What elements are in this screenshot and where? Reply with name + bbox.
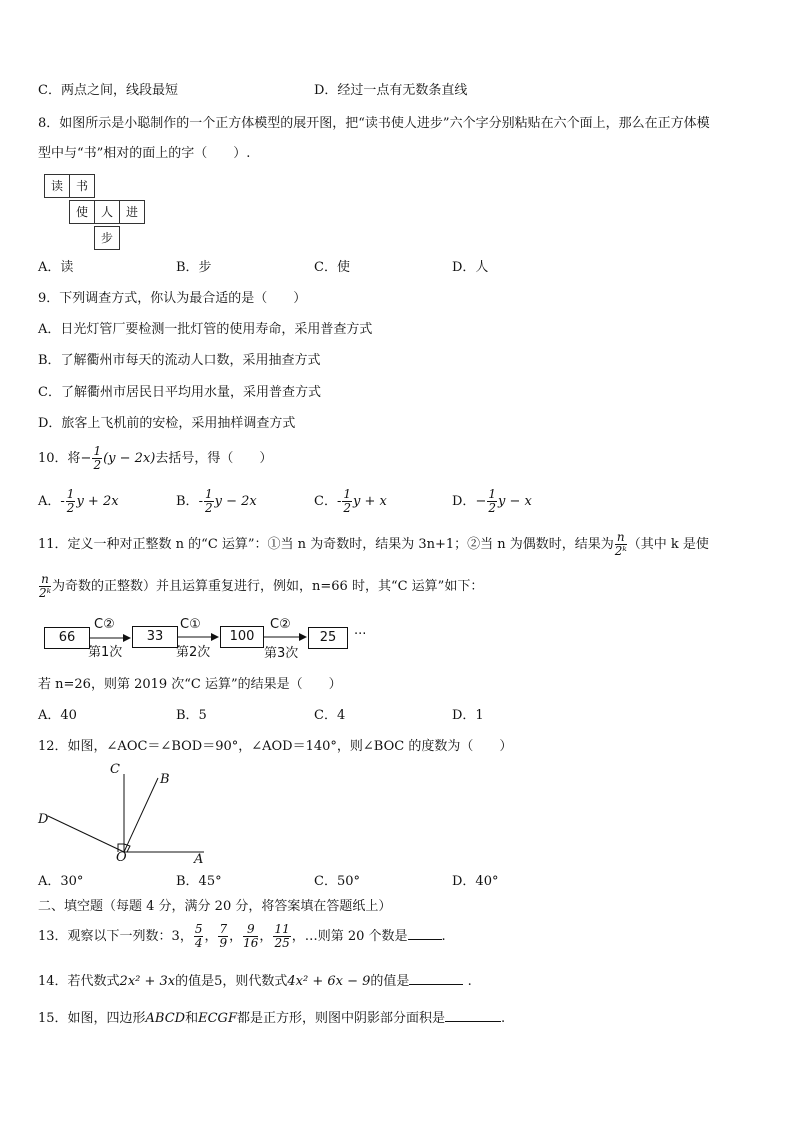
q12-option-a: A．30° [38, 874, 84, 889]
q9-option-c: C．了解衢州市居民日平均用水量，采用普查方式 [38, 385, 321, 400]
q8-stem-line2: 型中与“书”相对的面上的字（ ）. [38, 146, 251, 161]
q9-option-b: B．了解衢州市每天的流动人口数，采用抽查方式 [38, 353, 321, 368]
q12-option-b: B．45° [176, 874, 222, 889]
q9-stem: 9．下列调查方式，你认为最合适的是（ ） [38, 291, 307, 306]
label-b: B [160, 772, 170, 787]
net-face-6: 步 [94, 226, 120, 250]
q12-option-c: C．50° [314, 874, 360, 889]
cube-net-figure [44, 174, 148, 250]
q11-option-d: D．1 [452, 708, 484, 723]
q10-option-b: B．- $\frac{1}{2}$ y − 2x [176, 487, 257, 515]
q7-option-d: D．经过一点有无数条直线 [314, 83, 468, 98]
flow-box-2: 33 [132, 626, 178, 648]
q10-option-c: C．- $\frac{1}{2}$ y + x [314, 487, 387, 515]
q10-stem: 10．将− $\frac{1}{2}$ (y − 2x)去括号，得（ ） [38, 444, 273, 472]
q11-stem-line2: $\frac{n}{\text{2ᵏ}}$ 为奇数的正整数）并且运算重复进行，例如，n=66 时，其“C 运算”如下： [39, 572, 484, 600]
q8-option-d: D．人 [452, 260, 489, 275]
flow-step-3: 第3次 [264, 646, 299, 661]
flow-box-1: 66 [44, 627, 90, 649]
label-c: C [110, 762, 120, 777]
section-heading: 二、填空题（每题 4 分，满分 20 分，将答案填在答题纸上） [38, 899, 392, 914]
label-a: A [194, 852, 204, 867]
q8-option-a: A．读 [38, 260, 74, 275]
q11-option-c: C．4 [314, 708, 346, 723]
net-face-2: 书 [69, 174, 95, 198]
net-face-3: 使 [69, 200, 95, 224]
net-face-4: 人 [94, 200, 120, 224]
flow-op-1: C② [94, 617, 115, 632]
q9-option-a: A．日光灯管厂要检测一批灯管的使用寿命，采用普查方式 [38, 322, 373, 337]
flow-step-2: 第2次 [176, 645, 211, 660]
q11-question: 若 n=26，则第 2019 次“C 运算”的结果是（ ） [38, 677, 342, 692]
q7-option-c: C．两点之间，线段最短 [38, 83, 178, 98]
q15-stem: 15．如图，四边形ABCD和ECGF都是正方形，则图中阴影部分面积是 . [38, 1011, 506, 1026]
q11-option-b: B．5 [176, 708, 207, 723]
q8-option-b: B．步 [176, 260, 212, 275]
label-o: O [116, 850, 127, 865]
q10-option-d: D．− $\frac{1}{2}$ y − x [452, 487, 532, 515]
q13-stem: 13．观察以下一列数：3， $\frac{5}{4}$ ， $\frac{7}{9}$ ， $\frac{9}{16}$ ， $\frac{11}{25}$ ，…则第 20 个数是 . [38, 922, 446, 950]
net-face-5: 进 [119, 200, 145, 224]
flow-op-2: C① [180, 617, 201, 632]
q8-stem-line1: 8．如图所示是小聪制作的一个正方体模型的展开图，把“读书使人进步”六个字分别粘贴在六个面上，那么在正方体模 [38, 116, 710, 131]
q14-stem: 14．若代数式2x² + 3x的值是5，则代数式4x² + 6x − 9的值是 . [38, 974, 472, 989]
q11-option-a: A．40 [38, 708, 77, 723]
flow-box-3: 100 [220, 626, 264, 648]
net-face-1: 读 [44, 174, 70, 198]
flow-box-4: 25 [308, 627, 348, 649]
q9-option-d: D．旅客上飞机前的安检，采用抽样调查方式 [38, 416, 296, 431]
flow-op-3: C② [270, 617, 291, 632]
q10-option-a: A．- $\frac{1}{2}$ y + 2x [38, 487, 119, 515]
angle-figure [34, 760, 214, 868]
q12-option-d: D．40° [452, 874, 499, 889]
q8-option-c: C．使 [314, 260, 350, 275]
c-operation-flow [40, 615, 380, 661]
q11-stem-line1: 11．定义一种对正整数 n 的“C 运算”：①当 n 为奇数时，结果为 3n+1；②当 n 为偶数时，结果为 $\frac{n}{\text{2ᵏ}}$ （其中 k 是使 [38, 530, 709, 558]
flow-ellipsis: ··· [354, 627, 367, 642]
q12-stem: 12．如图，∠AOC＝∠BOD＝90°，∠AOD＝140°，则∠BOC 的度数为（ ） [38, 739, 513, 754]
flow-step-1: 第1次 [88, 645, 123, 660]
label-d: D [38, 812, 49, 827]
